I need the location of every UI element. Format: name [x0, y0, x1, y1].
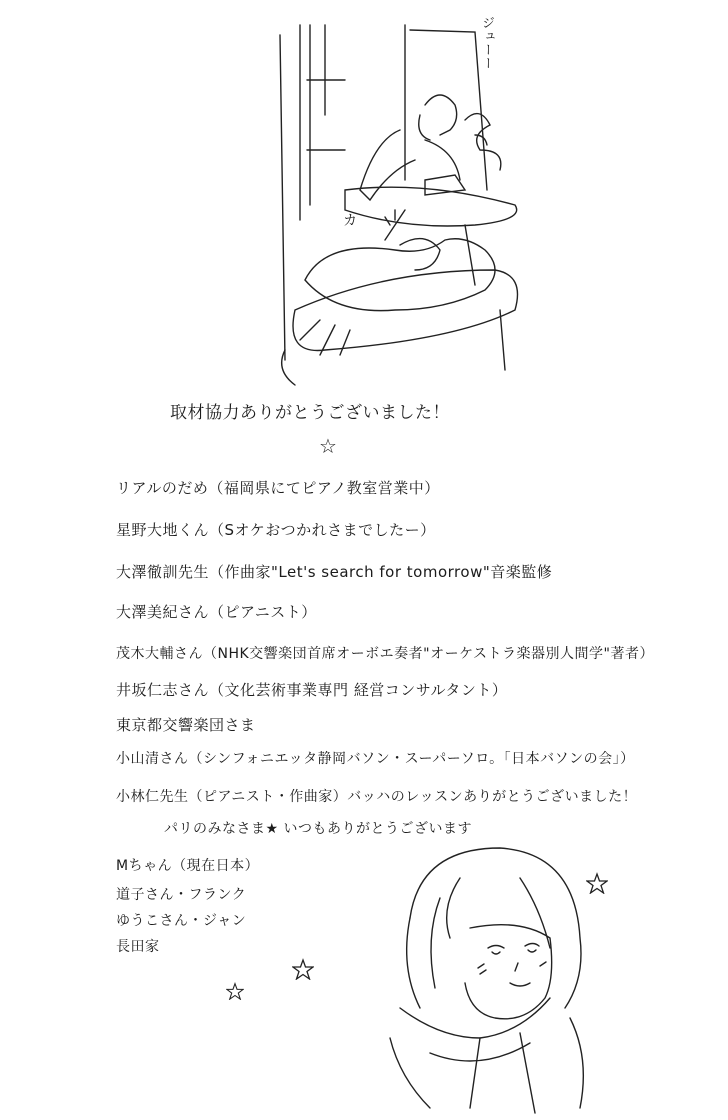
paris-name: 長田家 [116, 939, 160, 955]
paris-name: Mちゃん（現在日本） [116, 858, 260, 874]
credit-line: 小山清さん（シンフォニエッタ静岡バソン・スーパーソロ。「日本バソンの会」） [116, 751, 635, 767]
credit-line: 茂木大輔さん（NHK交響楽団首席オーボエ奏者"オーケストラ楽器別人間学"著者） [116, 646, 654, 662]
credit-line: 東京都交響楽団さま [116, 716, 256, 734]
star-icon [292, 958, 314, 980]
credit-line: 星野大地くん（Sオケおつかれさまでしたー） [116, 521, 436, 539]
sketch-sfx-text-2: カ [343, 213, 358, 229]
sketch-sfx-text: ジューー [479, 16, 494, 70]
portrait-illustration [370, 838, 610, 1118]
credit-line: 大澤美紀さん（ピアニスト） [116, 603, 317, 621]
star-icon [226, 982, 244, 1000]
credit-line: 大澤徹訓先生（作曲家"Let's search for tomorrow"音楽監修 [116, 563, 553, 581]
credit-line: リアルのだめ（福岡県にてピアノ教室営業中） [116, 479, 440, 497]
paris-thanks-line: パリのみなさま★ いつもありがとうございます [164, 821, 472, 837]
star-icon: ☆ [319, 434, 337, 458]
paris-name: 道子さん・フランク [116, 887, 247, 903]
credit-line: 小林仁先生（ピアニスト・作曲家）バッハのレッスンありがとうございました！ [116, 789, 638, 805]
top-illustration [225, 16, 525, 390]
paris-name: ゆうこさん・ジャン [116, 913, 247, 929]
credit-line: 井坂仁志さん（文化芸術事業専門 経営コンサルタント） [116, 681, 508, 699]
thanks-heading: 取材協力ありがとうございました！ [170, 403, 450, 423]
